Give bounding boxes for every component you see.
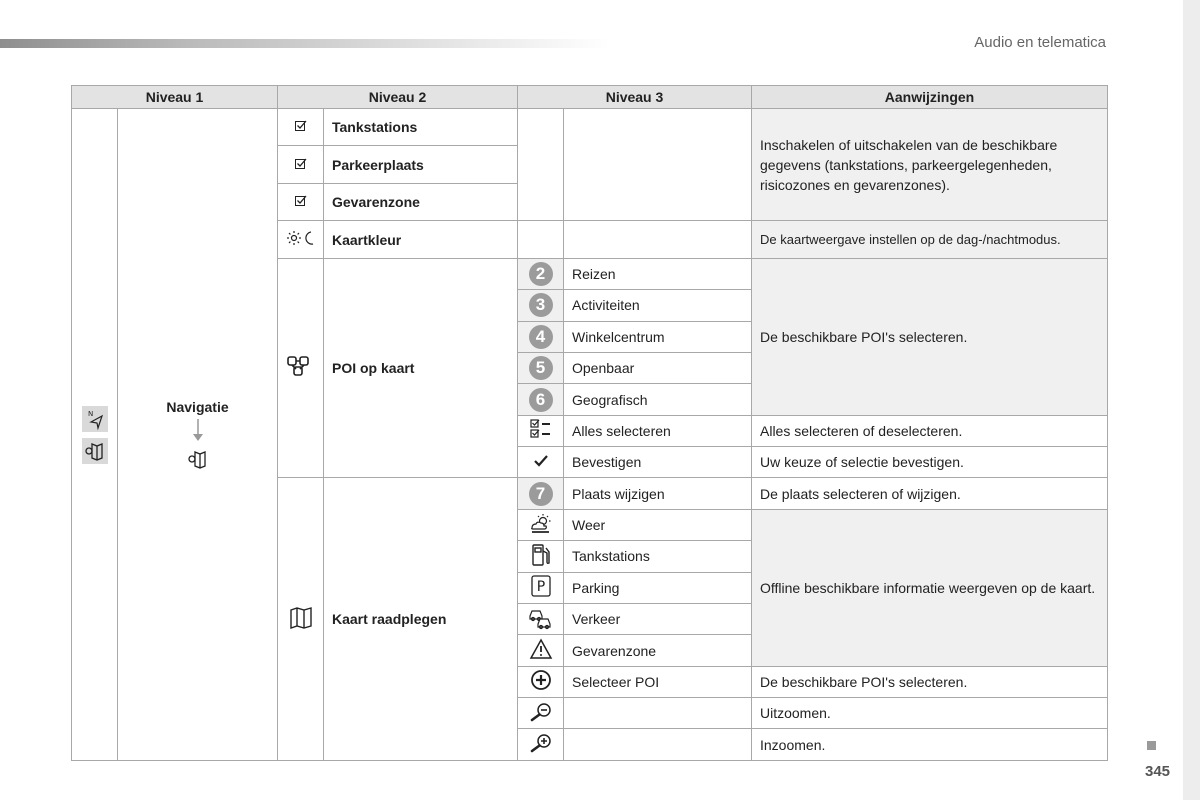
menu-item-gevarenzone[interactable]: Gevarenzone (324, 183, 518, 220)
inzoomen-note: Inzoomen. (752, 729, 1108, 761)
uitzoomen-note: Uitzoomen. (752, 698, 1108, 729)
menu-item-tankstations[interactable]: Tankstations (324, 109, 518, 146)
page-edge-strip (1183, 0, 1200, 800)
empty-cell (564, 729, 752, 761)
header-gradient-bar (0, 39, 610, 48)
bevestigen-note: Uw keuze of selectie bevestigen. (752, 447, 1108, 478)
number-badge: 4 (529, 325, 553, 349)
checkbox-icon-cell[interactable] (278, 109, 324, 146)
checkbox-icon-cell[interactable] (278, 183, 324, 220)
checkbox-icon[interactable] (295, 120, 307, 132)
warning-icon-cell[interactable] (518, 635, 564, 666)
parking-icon[interactable] (530, 574, 552, 598)
checkbox-icon[interactable] (295, 195, 307, 207)
number-badge: 6 (529, 388, 553, 412)
number-badge-cell (518, 321, 564, 352)
select-all-icon[interactable] (530, 418, 552, 440)
menu-item-kaart-raadplegen[interactable]: Kaart raadplegen (324, 478, 518, 761)
checkmark-icon[interactable] (534, 455, 548, 467)
weather-icon-cell[interactable] (518, 509, 564, 540)
navigation-label: Navigatie (166, 398, 229, 415)
menu-item-kaartkleur[interactable]: Kaartkleur (324, 221, 518, 258)
menu-item-parkeerplaats[interactable]: Parkeerplaats (324, 146, 518, 183)
page-marker (1147, 741, 1156, 750)
submenu-item-parking[interactable]: Parking (564, 572, 752, 603)
submenu-item-weer[interactable]: Weer (564, 509, 752, 540)
submenu-item-selecteer-poi[interactable]: Selecteer POI (564, 666, 752, 697)
fuel-station-icon[interactable] (530, 543, 552, 567)
level1-icons-cell (72, 109, 118, 761)
empty-cell (518, 109, 564, 221)
submenu-item-bevestigen[interactable]: Bevestigen (564, 447, 752, 478)
submenu-item-alles-selecteren[interactable]: Alles selecteren (564, 415, 752, 446)
column-header-notes: Aanwijzingen (752, 86, 1108, 109)
number-badge: 7 (529, 482, 553, 506)
checkbox-icon-cell[interactable] (278, 146, 324, 183)
poi-icon-cell[interactable] (278, 258, 324, 478)
arrow-down-icon (191, 419, 205, 443)
kaartkleur-note: De kaartweergave instellen op de dag-/nachtmodus. (752, 221, 1108, 258)
empty-cell (564, 109, 752, 221)
empty-cell (518, 221, 564, 258)
menu-item-poi[interactable]: POI op kaart (324, 258, 518, 478)
number-badge-cell (518, 352, 564, 383)
zoom-in-icon-cell[interactable] (518, 729, 564, 761)
submenu-item-winkelcentrum[interactable]: Winkelcentrum (564, 321, 752, 352)
column-header-level1: Niveau 1 (72, 86, 278, 109)
section-title: Audio en telematica (974, 34, 1106, 51)
select-all-icon-cell[interactable] (518, 415, 564, 446)
zoom-out-icon[interactable] (529, 702, 553, 722)
submenu-item-tankstations[interactable]: Tankstations (564, 541, 752, 572)
selecteer-note: De beschikbare POI's selecteren. (752, 666, 1108, 697)
parking-icon-cell[interactable] (518, 572, 564, 603)
map-settings-icon[interactable] (82, 438, 108, 464)
submenu-item-verkeer[interactable]: Verkeer (564, 603, 752, 634)
traffic-icon-cell[interactable] (518, 603, 564, 634)
level1-navigation-cell (118, 109, 278, 761)
submenu-item-geografisch[interactable]: Geografisch (564, 384, 752, 415)
plaats-note: De plaats selecteren of wijzigen. (752, 478, 1108, 509)
number-badge: 3 (529, 293, 553, 317)
alles-note: Alles selecteren of deselecteren. (752, 415, 1108, 446)
day-night-icon[interactable] (287, 230, 315, 246)
table-header-row (72, 86, 1108, 109)
toggle-note: Inschakelen of uitschakelen van de beschikbare gegevens (tankstations, parkeergelegenheden, risicozones en gevarenzones). (752, 109, 1108, 221)
number-badge-cell (518, 290, 564, 321)
traffic-icon[interactable] (528, 607, 554, 629)
compass-icon[interactable] (82, 406, 108, 432)
submenu-item-activiteiten[interactable]: Activiteiten (564, 290, 752, 321)
map-icon-cell[interactable] (278, 478, 324, 761)
empty-cell (564, 221, 752, 258)
plus-circle-icon[interactable] (530, 669, 552, 691)
number-badge-cell (518, 478, 564, 509)
map-settings-icon[interactable] (185, 447, 211, 471)
add-poi-icon-cell[interactable] (518, 666, 564, 697)
day-night-icon-cell[interactable] (278, 221, 324, 258)
page-number: 345 (1145, 763, 1171, 780)
empty-cell (564, 698, 752, 729)
poi-icon[interactable] (286, 354, 316, 380)
submenu-item-openbaar[interactable]: Openbaar (564, 352, 752, 383)
submenu-item-plaats-wijzigen[interactable]: Plaats wijzigen (564, 478, 752, 509)
number-badge-cell (518, 384, 564, 415)
offline-note: Offline beschikbare informatie weergeven op de kaart. (752, 509, 1108, 666)
confirm-icon-cell[interactable] (518, 447, 564, 478)
weather-icon[interactable] (529, 513, 553, 535)
warning-triangle-icon[interactable] (529, 638, 553, 660)
menu-table (71, 85, 1108, 761)
map-icon[interactable] (289, 607, 313, 629)
number-badge: 2 (529, 262, 553, 286)
poi-note: De beschikbare POI's selecteren. (752, 258, 1108, 415)
submenu-item-gevarenzone[interactable]: Gevarenzone (564, 635, 752, 666)
column-header-level3: Niveau 3 (518, 86, 752, 109)
svg-text:P: P (536, 579, 545, 596)
submenu-item-reizen[interactable]: Reizen (564, 258, 752, 289)
fuel-icon-cell[interactable] (518, 541, 564, 572)
number-badge-cell (518, 258, 564, 289)
zoom-out-icon-cell[interactable] (518, 698, 564, 729)
zoom-in-icon[interactable] (529, 733, 553, 753)
checkbox-icon[interactable] (295, 158, 307, 170)
svg-text:N: N (87, 409, 93, 418)
table-row (72, 109, 1108, 146)
number-badge: 5 (529, 356, 553, 380)
column-header-level2: Niveau 2 (278, 86, 518, 109)
